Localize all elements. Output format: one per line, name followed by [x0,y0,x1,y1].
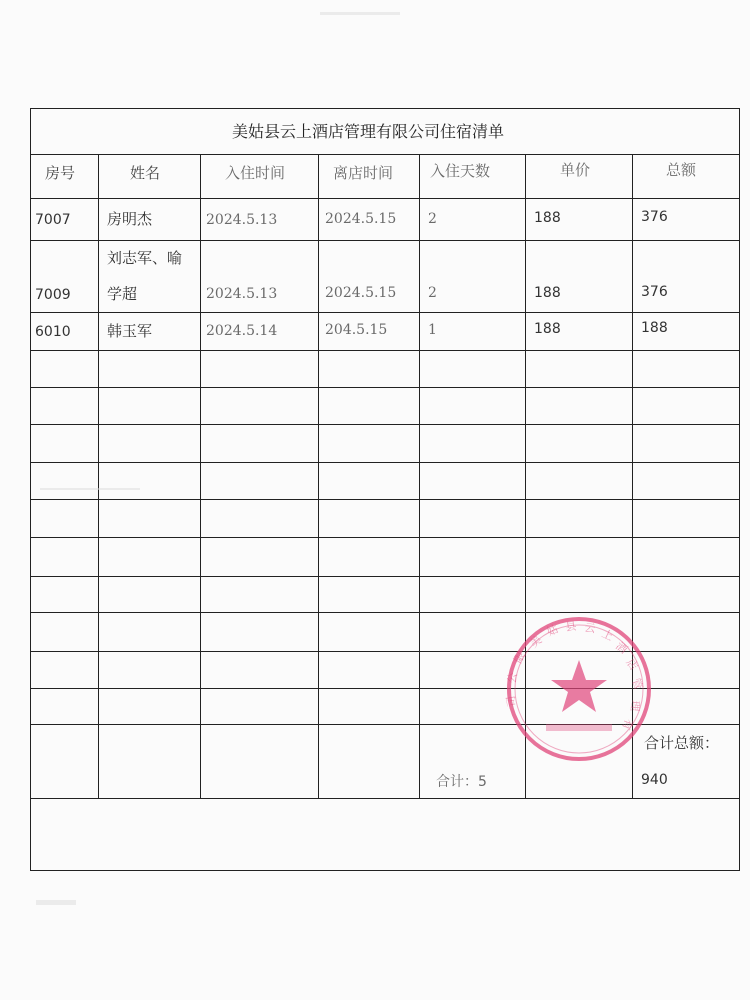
row-divider [30,240,740,241]
summary-count: 合计：5 [436,774,487,790]
scan-artifact [36,900,76,905]
row-divider [30,462,740,463]
header-days: 入住天数 [430,162,491,180]
scan-artifact [40,488,140,490]
row-divider [30,612,740,613]
cell-name: 刘志军、喻 [107,249,183,267]
svg-text:公: 公 [505,671,520,685]
svg-text:理: 理 [628,699,642,712]
header-row-divider [30,198,740,199]
table-left-border [30,108,31,870]
col-divider-room [98,154,99,798]
table-top-border [30,108,740,109]
table-right-border [739,108,740,870]
scan-artifact [320,12,400,15]
cell-price: 188 [534,321,561,337]
row-divider [30,312,740,313]
row-divider [30,798,740,799]
cell-total: 376 [641,209,668,225]
document-title: 美姑县云上酒店管理有限公司住宿清单 [232,122,505,141]
cell-checkin: 2024.5.13 [206,212,278,228]
header-checkin: 入住时间 [225,164,286,182]
col-divider-checkin [318,154,319,798]
table-bottom-border [30,870,740,871]
svg-text:店: 店 [623,656,641,673]
cell-total: 376 [641,284,668,300]
summary-total-value: 940 [641,772,668,788]
cell-checkout: 2024.5.15 [325,285,397,301]
col-divider-name [200,154,201,798]
cell-name: 房明杰 [107,210,153,228]
header-room: 房号 [45,164,76,182]
svg-text:限: 限 [511,649,529,666]
cell-name-line2: 学超 [107,285,138,303]
cell-total: 188 [641,320,668,336]
svg-text:管: 管 [629,676,646,692]
cell-checkin: 2024.5.14 [206,323,278,339]
svg-text:司: 司 [504,694,519,708]
cell-price: 188 [534,210,561,226]
col-divider-checkout [419,154,420,798]
cell-room: 6010 [35,324,71,340]
row-divider [30,424,740,425]
row-divider [30,537,740,538]
header-total: 总额 [666,161,697,179]
svg-text:美: 美 [527,633,545,651]
svg-text:县: 县 [564,619,578,634]
header-price: 单价 [560,161,591,179]
cell-checkin: 2024.5.13 [206,286,278,302]
cell-name: 韩玉军 [107,322,153,340]
official-seal-icon [504,614,654,764]
svg-text:云: 云 [583,621,597,636]
row-divider [30,499,740,500]
svg-text:上: 上 [599,626,616,644]
summary-total-label: 合计总额： [644,734,720,752]
cell-days: 1 [428,322,437,338]
cell-room: 7009 [35,287,71,303]
header-checkout: 离店时间 [333,164,394,182]
row-divider [30,576,740,577]
cell-checkout: 2024.5.15 [325,211,397,227]
row-divider [30,350,740,351]
cell-checkout: 204.5.15 [325,322,388,338]
cell-days: 2 [428,285,437,301]
cell-days: 2 [428,211,437,227]
svg-text:酒: 酒 [613,639,630,657]
header-name: 姓名 [130,164,161,182]
row-divider [30,387,740,388]
svg-text:姑: 姑 [544,622,561,639]
svg-text:有: 有 [619,716,636,732]
cell-room: 7007 [35,212,71,228]
cell-price: 188 [534,285,561,301]
title-row-divider [30,154,740,155]
